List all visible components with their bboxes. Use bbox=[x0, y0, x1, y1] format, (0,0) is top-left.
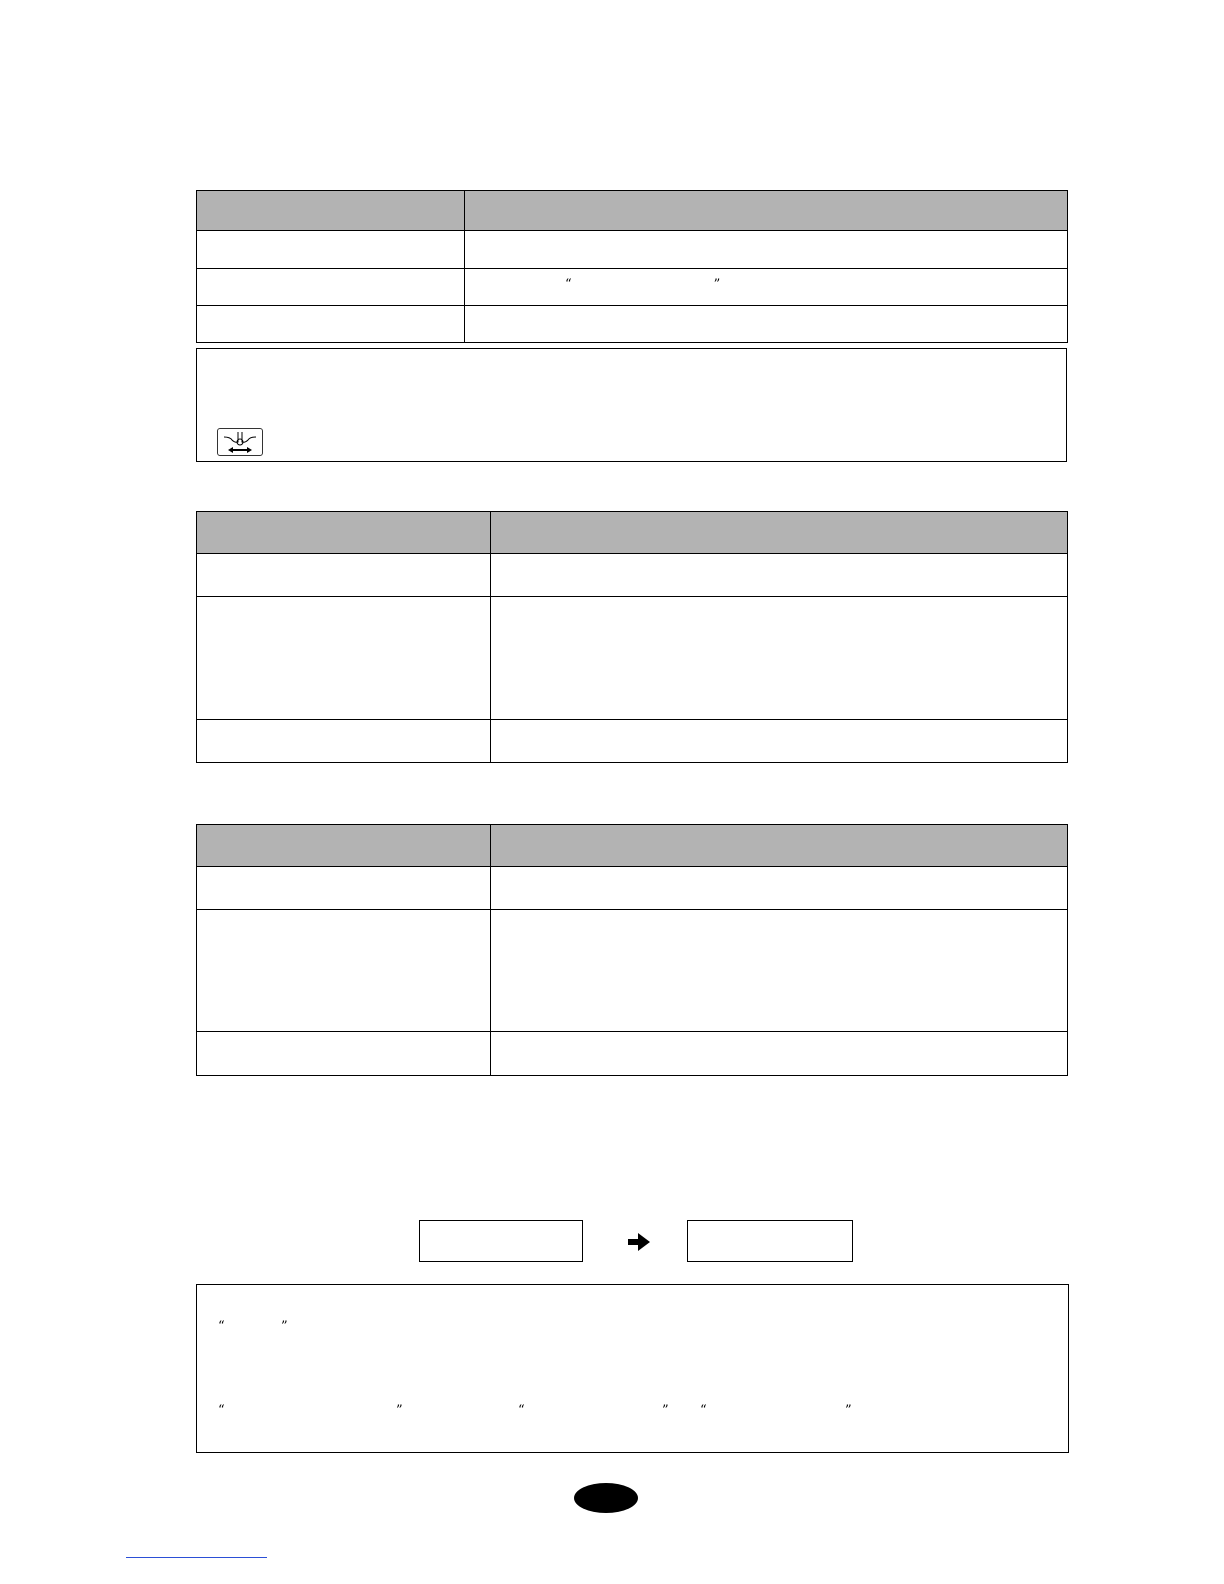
table-header-cell bbox=[491, 512, 1068, 554]
table-cell bbox=[465, 231, 1068, 269]
table-header-cell bbox=[197, 191, 465, 231]
open-quote: “ bbox=[565, 277, 572, 292]
right-arrow-icon bbox=[626, 1231, 652, 1258]
table-header-cell bbox=[465, 191, 1068, 231]
display-before-box bbox=[419, 1220, 583, 1262]
open-quote: “ bbox=[218, 1319, 225, 1334]
close-quote: ” bbox=[845, 1403, 852, 1418]
table-cell bbox=[197, 910, 491, 1032]
footer-link[interactable] bbox=[126, 1557, 267, 1558]
table-cell bbox=[197, 306, 465, 343]
table-cell bbox=[197, 554, 491, 597]
table-cell bbox=[197, 867, 491, 910]
open-quote: “ bbox=[518, 1403, 525, 1418]
table-cell bbox=[491, 554, 1068, 597]
settings-table-2 bbox=[196, 511, 1068, 763]
settings-table-1 bbox=[196, 190, 1068, 343]
table-row bbox=[197, 306, 1068, 343]
table-row bbox=[197, 597, 1068, 720]
table-row bbox=[197, 720, 1068, 763]
table-cell bbox=[197, 1032, 491, 1076]
note-box-2 bbox=[196, 1284, 1069, 1453]
table-row bbox=[197, 910, 1068, 1032]
close-quote: ” bbox=[662, 1403, 669, 1418]
table-cell bbox=[197, 720, 491, 763]
note-box-1 bbox=[196, 348, 1067, 462]
table-cell bbox=[197, 597, 491, 720]
table-cell bbox=[197, 269, 465, 306]
table-cell bbox=[491, 597, 1068, 720]
table-header-row bbox=[197, 825, 1068, 867]
table-header-cell bbox=[197, 825, 491, 867]
settings-table-3 bbox=[196, 824, 1068, 1076]
table-header-cell bbox=[491, 825, 1068, 867]
table-row bbox=[197, 554, 1068, 597]
close-quote: ” bbox=[281, 1319, 288, 1334]
open-quote: “ bbox=[218, 1403, 225, 1418]
table-row bbox=[197, 269, 1068, 306]
open-quote: “ bbox=[700, 1403, 707, 1418]
table-cell bbox=[465, 269, 1068, 306]
table-cell bbox=[465, 306, 1068, 343]
presser-foot-width-icon bbox=[217, 428, 263, 456]
table-cell bbox=[491, 720, 1068, 763]
table-row bbox=[197, 1032, 1068, 1076]
table-header-cell bbox=[197, 512, 491, 554]
table-header-row bbox=[197, 512, 1068, 554]
table-header-row bbox=[197, 191, 1068, 231]
table-cell bbox=[491, 867, 1068, 910]
close-quote: ” bbox=[713, 277, 721, 292]
table-row bbox=[197, 231, 1068, 269]
close-quote: ” bbox=[396, 1403, 403, 1418]
table-cell bbox=[197, 231, 465, 269]
table-row bbox=[197, 867, 1068, 910]
table-cell bbox=[491, 910, 1068, 1032]
table-cell bbox=[491, 1032, 1068, 1076]
display-after-box bbox=[687, 1220, 853, 1262]
page-number-badge bbox=[574, 1483, 638, 1513]
